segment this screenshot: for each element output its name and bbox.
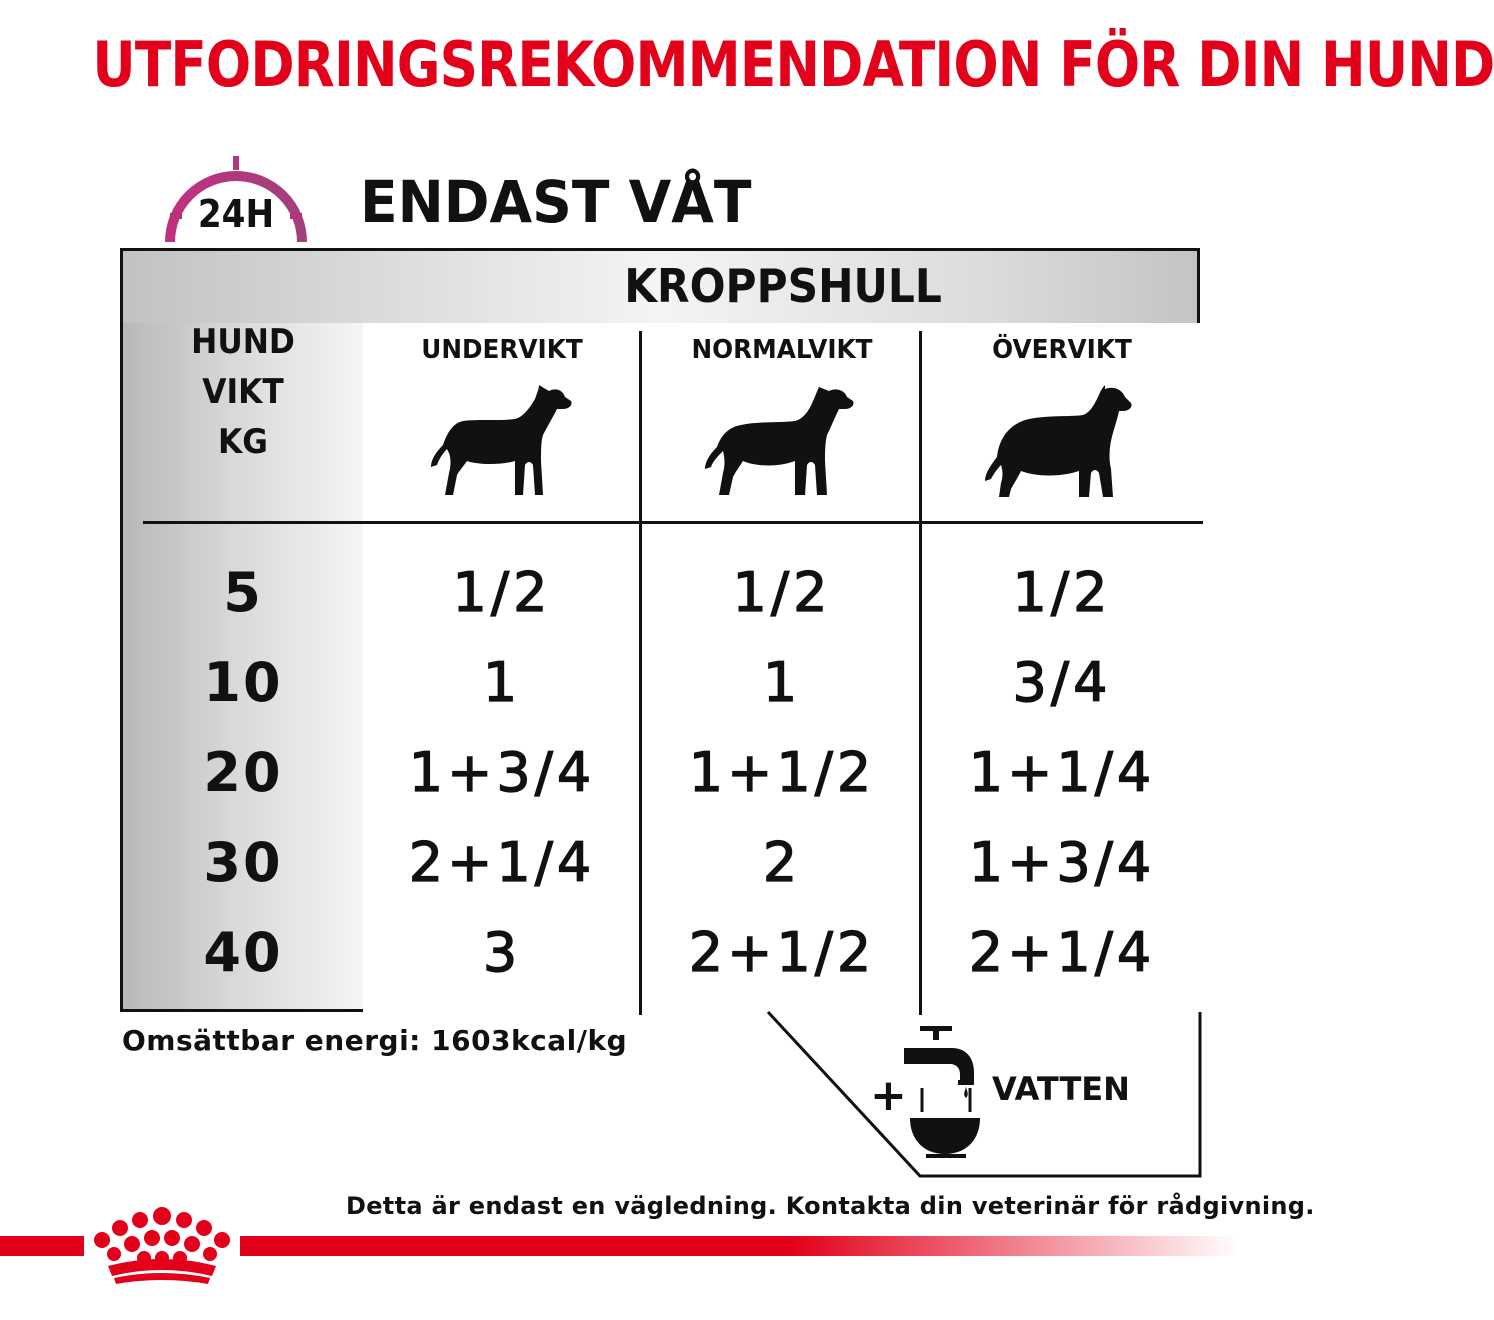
cell: 1/2	[1012, 561, 1112, 624]
plus-sign: +	[870, 1070, 907, 1121]
cell: 3	[482, 921, 522, 984]
subtitle: ENDAST VÅT	[360, 168, 752, 236]
cell: 1/2	[732, 561, 832, 624]
brand-line-left	[0, 1236, 84, 1256]
water-tap-bowl-icon	[900, 1026, 982, 1158]
col-header-overvikt: ÖVERVIKT	[992, 335, 1132, 365]
col-header-undervikt: UNDERVIKT	[421, 335, 583, 365]
weight-5: 5	[223, 561, 263, 624]
brand-line-right	[240, 1236, 1240, 1256]
header-divider	[143, 521, 1203, 524]
col-header-normalvikt: NORMALVIKT	[691, 335, 873, 365]
row-header-line: HUND	[191, 322, 295, 362]
normal-dog-icon	[709, 383, 859, 503]
cell: 1	[482, 651, 522, 714]
royal-canin-crown-logo	[88, 1206, 236, 1286]
table-header: KROPPSHULL	[624, 259, 942, 313]
weight-20: 20	[203, 741, 283, 804]
weight-40: 40	[203, 921, 283, 984]
energy-note: Omsättbar energi: 1603kcal/kg	[122, 1024, 628, 1057]
overweight-dog-icon	[989, 383, 1139, 503]
cell: 1/2	[452, 561, 552, 624]
badge-label: 24H	[197, 192, 275, 236]
cell: 1+1/2	[688, 741, 876, 804]
row-header-line: KG	[218, 422, 268, 462]
cell: 1+1/4	[968, 741, 1156, 804]
cell: 2+1/2	[688, 921, 876, 984]
cell: 1+3/4	[968, 831, 1156, 894]
thin-dog-icon	[427, 383, 577, 503]
feeding-table	[120, 248, 1200, 1012]
disclaimer: Detta är endast en vägledning. Kontakta din veterinär för rådgivning.	[346, 1192, 1315, 1220]
cell: 1+3/4	[408, 741, 596, 804]
row-header-line: VIKT	[202, 372, 284, 412]
page-title: UTFODRINGSREKOMMENDATION FÖR DIN HUND	[92, 28, 1494, 101]
row-header	[123, 317, 363, 467]
cell: 2+1/4	[968, 921, 1156, 984]
cell: 3/4	[1012, 651, 1112, 714]
water-label: VATTEN	[992, 1070, 1130, 1108]
cell: 2+1/4	[408, 831, 596, 894]
weight-30: 30	[203, 831, 283, 894]
cell: 2	[762, 831, 802, 894]
weight-10: 10	[203, 651, 283, 714]
cell: 1	[762, 651, 802, 714]
